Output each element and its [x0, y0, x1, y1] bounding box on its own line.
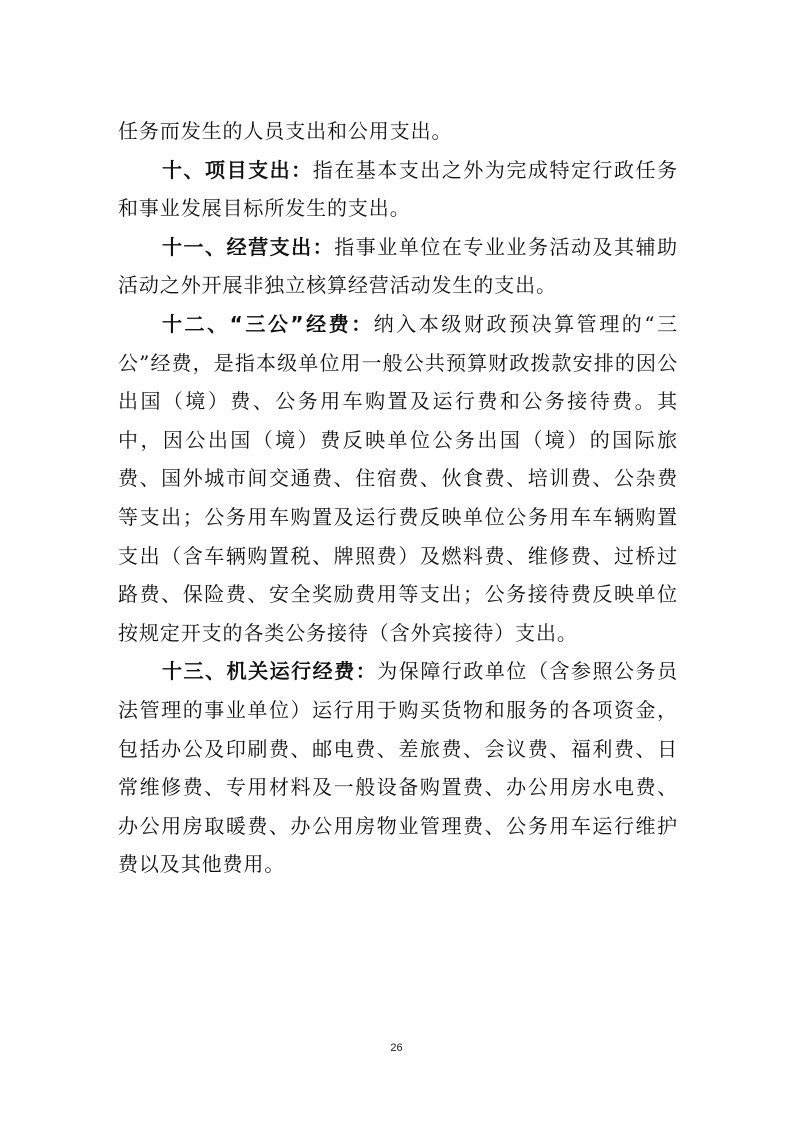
page-number: 26 — [390, 1042, 403, 1054]
paragraph-text: 为保障行政单位（含参照公务员法管理的事业单位）运行用于购买货物和服务的各项资金，包括办公及印刷费、邮电费、差旅费、会议费、福利费、日常维修费、专用材料及一般设备购置费、办公用房水电费、办公用房取暖费、办公用房物业管理费、公务用车运行维护费以及其他费用。 — [118, 659, 678, 877]
paragraph-text: 任务而发生的人员支出和公用支出。 — [118, 119, 453, 143]
term-heading: 十二、“三公”经费： — [162, 311, 374, 336]
paragraph-three-public-expenses — [118, 305, 678, 652]
document-body — [118, 112, 678, 884]
term-heading: 十、项目支出： — [162, 157, 313, 182]
term-heading: 十一、经营支出： — [162, 234, 335, 259]
paragraph-text: 纳入本级财政预决算管理的“三公”经费，是指本级单位用一般公共预算财政拨款安排的因公出国（境）费、公务用车购置及运行费和公务接待费。其中，因公出国（境）费反映单位公务出国（境）的国际旅费、国外城市间交通费、住宿费、伙食费、培训费、公杂费等支出；公务用车购置及运行费反映单位公务用车车辆购置支出（含车辆购置税、牌照费）及燃料费、维修费、过桥过路费、保险费、安全奖励费用等支出；公务接待费反映单位按规定开支的各类公务接待（含外宾接待）支出。 — [118, 311, 678, 645]
paragraph-text: 指事业单位在专业业务活动及其辅助活动之外开展非独立核算经营活动发生的支出。 — [118, 234, 679, 298]
paragraph-agency-operating-funds — [118, 652, 678, 884]
paragraph-operating-expenditure — [118, 228, 678, 305]
paragraph-project-expenditure — [118, 151, 678, 228]
paragraph-text: 指在基本支出之外为完成特定行政任务和事业发展目标所发生的支出。 — [118, 157, 678, 221]
paragraph-continuation — [118, 112, 678, 151]
term-heading: 十三、机关运行经费： — [162, 659, 378, 684]
